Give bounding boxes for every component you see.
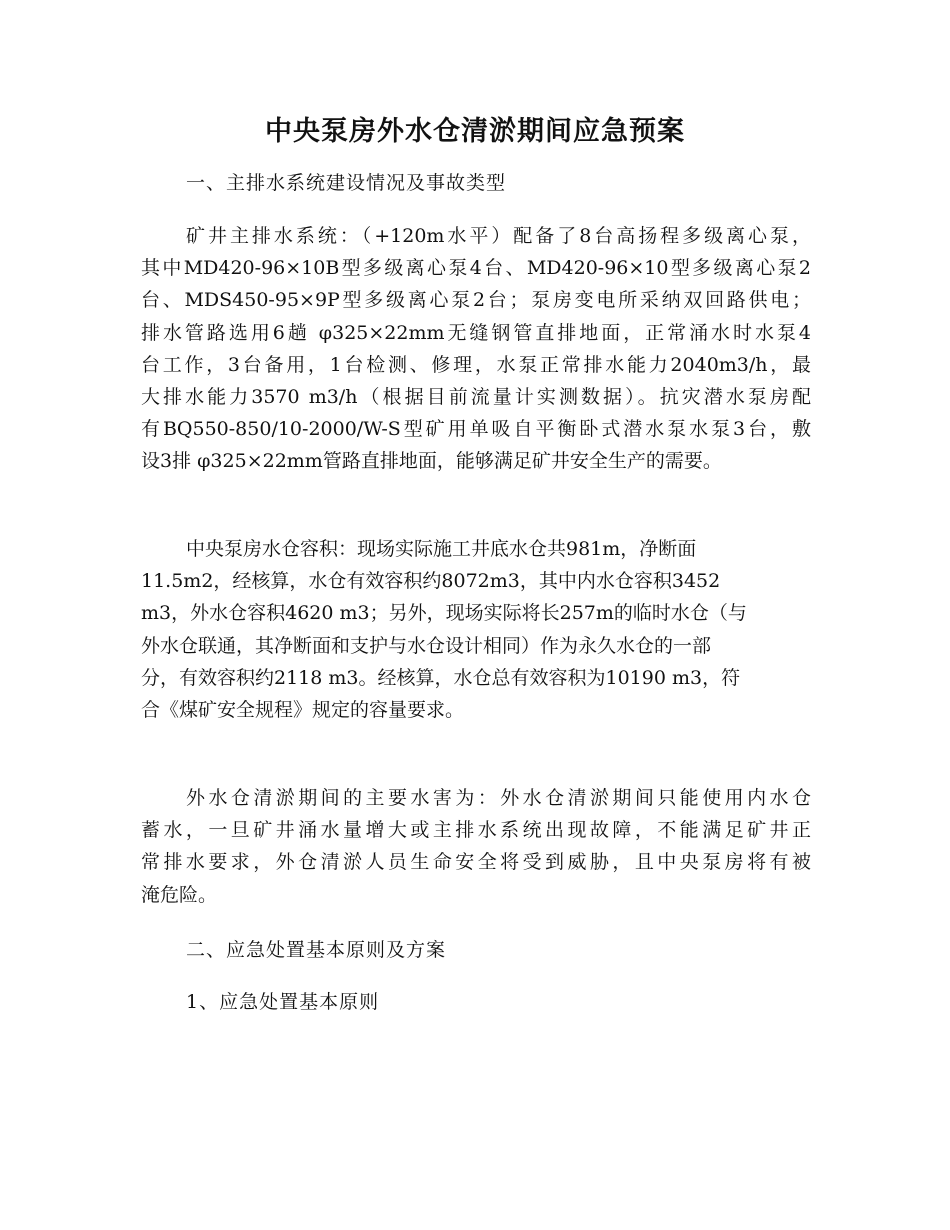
paragraph-line: 有BQ550-850/10-2000/W-S型矿用单吸自平衡卧式潜水泵水泵3台，敷 — [141, 418, 811, 441]
paragraph-line: 中央泵房水仓容积：现场实际施工井底水仓共981m，净断面 — [186, 538, 697, 560]
paragraph-sump-capacity — [141, 533, 811, 726]
paragraph-line: 台、MDS450-95×9P型多级离心泵2台；泵房变电所采纳双回路供电； — [141, 289, 811, 312]
paragraph-line: m3，外水仓容积4620 m3；另外，现场实际将长257m的临时水仓（与 — [141, 602, 747, 625]
paragraph-line: 合《煤矿安全规程》规定的容量要求。 — [141, 698, 465, 721]
paragraph-line: 大排水能力3570 m3/h（根据目前流量计实测数据）。抗灾潜水泵房配 — [141, 385, 811, 408]
paragraph-line: 矿井主排水系统：（+120m水平）配备了8台高扬程多级离心泵， — [186, 225, 811, 247]
paragraph-line: 其中MD420-96×10B型多级离心泵4台、MD420-96×10型多级离心泵2 — [141, 257, 811, 280]
paragraph-hazards — [141, 782, 811, 911]
paragraph-line: 蓄水，一旦矿井涌水量增大或主排水系统出现故障，不能满足矿井正 — [141, 819, 811, 842]
paragraph-line: 外水仓清淤期间的主要水害为：外水仓清淤期间只能使用内水仓 — [186, 787, 811, 809]
paragraph-line: 分，有效容积约2118 m3。经核算，水仓总有效容积为10190 m3，符 — [141, 666, 741, 689]
page-title: 中央泵房外水仓清淤期间应急预案 — [265, 116, 685, 147]
subsection-heading-1: 1、应急处置基本原则 — [186, 991, 380, 1013]
paragraph-line: 11.5m2，经核算，水仓有效容积约8072m3，其中内水仓容积3452 — [141, 570, 721, 593]
paragraph-line: 设3排 φ325×22mm管路直排地面，能够满足矿井安全生产的需要。 — [141, 450, 722, 473]
section-heading-1: 一、主排水系统建设情况及事故类型 — [186, 172, 507, 194]
paragraph-line: 台工作，3台备用，1台检测、修理，水泵正常排水能力2040m3/h，最 — [141, 353, 811, 376]
paragraph-line: 淹危险。 — [141, 883, 218, 906]
section-heading-2: 二、应急处置基本原则及方案 — [186, 939, 447, 961]
paragraph-drainage-system — [141, 220, 811, 478]
paragraph-line: 排水管路选用6趟 φ325×22mm无缝钢管直排地面，正常涌水时水泵4 — [141, 321, 811, 344]
paragraph-line: 外水仓联通，其净断面和支护与水仓设计相同）作为永久水仓的一部 — [141, 634, 712, 657]
paragraph-line: 常排水要求，外仓清淤人员生命安全将受到威胁，且中央泵房将有被 — [141, 851, 811, 874]
